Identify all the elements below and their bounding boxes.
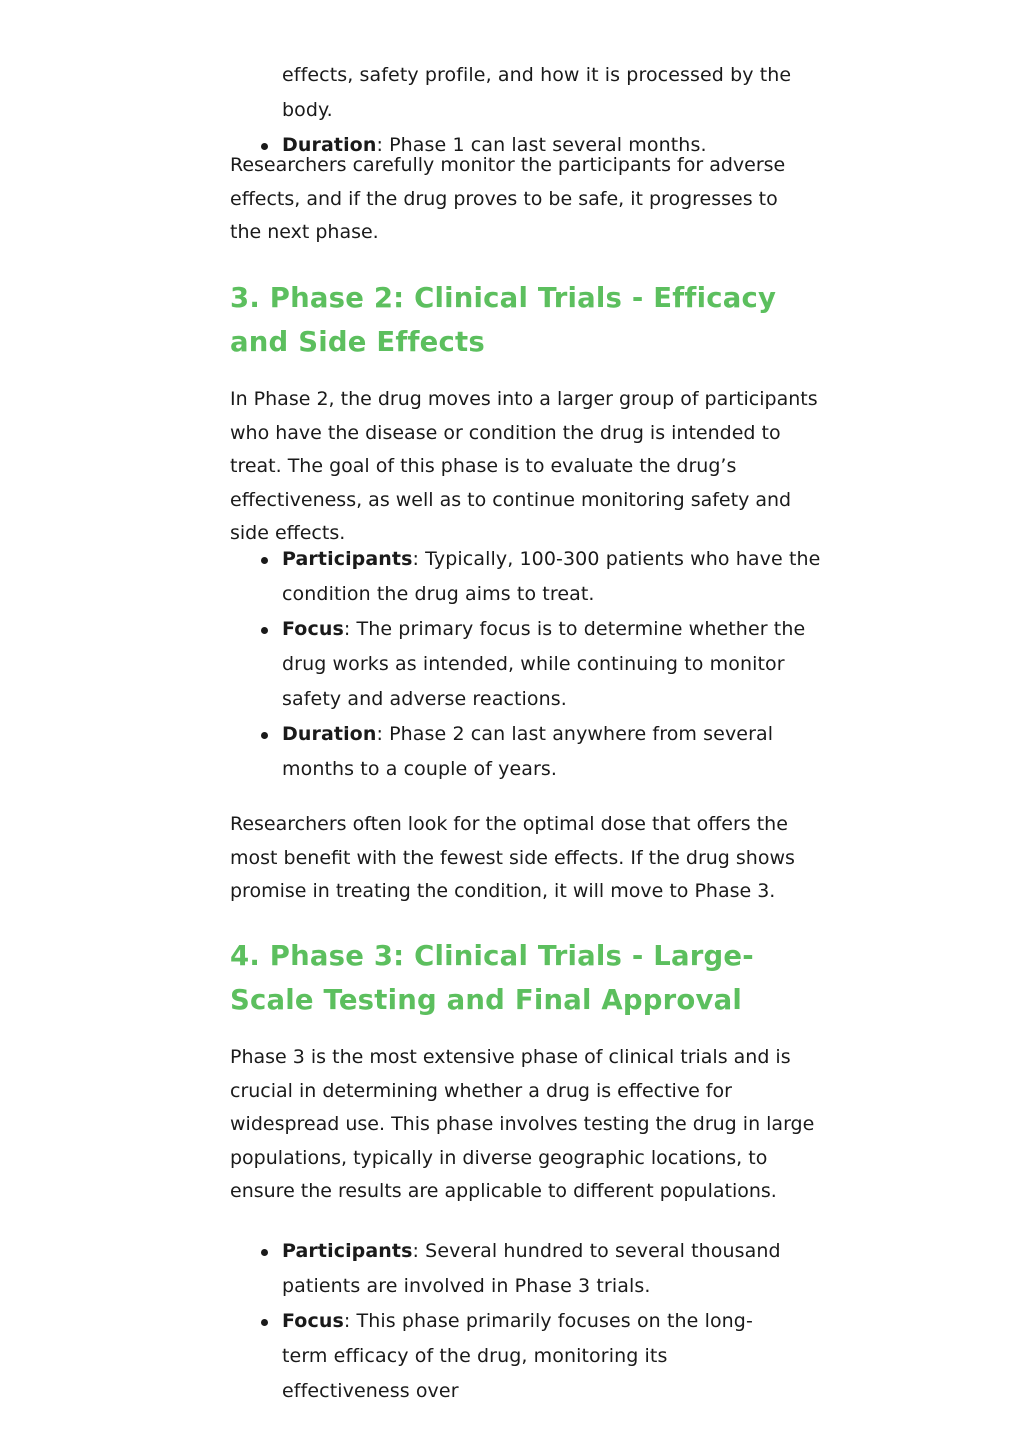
paragraph: Researchers often look for the optimal dose that offers the most benefit with the fewest side effects. If the drug shows promise in treating the condition, it will move to Phase 3. xyxy=(230,813,795,902)
phase1-list-continued xyxy=(230,58,830,163)
paragraph: Phase 3 is the most extensive phase of clinical trials and is crucial in determining whether a drug is effective for widespread use. This phase involves testing the drug in large populations, typically in diverse geographic locations, to ensure the results are applicable to different populations. xyxy=(230,1046,815,1202)
paragraph: Researchers carefully monitor the participants for adverse effects, and if the drug proves to be safe, it progresses to the next phase. xyxy=(230,154,786,243)
list-item-label: Duration xyxy=(282,723,377,745)
list-item-text: : Several hundred to several thousand patients are involved in Phase 3 trials. xyxy=(282,1240,781,1297)
paragraph: In Phase 2, the drug moves into a larger group of participants who have the disease or condition the drug is intended to treat. The goal of this phase is to evaluate the drug’s effectiveness, as well as to continue monitoring safety and side effects. xyxy=(230,388,818,544)
bullet-icon xyxy=(261,1319,268,1326)
list-item xyxy=(230,1234,790,1304)
list-item xyxy=(230,58,830,128)
section-heading: 4. Phase 3: Clinical Trials - Large-Scale Testing and Final Approval xyxy=(230,940,754,1016)
list-item-label: Participants xyxy=(282,548,413,570)
list-item-text: effects, safety profile, and how it is processed by the body. xyxy=(282,64,792,121)
list-item-text: : Phase 2 can last anywhere from several months to a couple of years. xyxy=(282,723,774,780)
bullet-icon xyxy=(261,557,268,564)
list-item-label: Focus xyxy=(282,618,344,640)
phase3-list xyxy=(230,1234,790,1409)
bullet-icon xyxy=(261,732,268,739)
list-item-text: : The primary focus is to determine whether the drug works as intended, while continuing to monitor safety and adverse reactions. xyxy=(282,618,806,710)
list-item xyxy=(230,542,830,612)
list-item xyxy=(230,717,830,787)
list-item-text: : Phase 1 can last several months. xyxy=(376,134,707,156)
list-item-text: : This phase primarily focuses on the long-term efficacy of the drug, monitoring its effectiveness over xyxy=(282,1310,753,1402)
list-item-label: Focus xyxy=(282,1310,344,1332)
list-item-label: Participants xyxy=(282,1240,413,1262)
list-item-text: : Typically, 100-300 patients who have the condition the drug aims to treat. xyxy=(282,548,821,605)
list-item xyxy=(230,612,830,717)
list-item xyxy=(230,1304,790,1409)
list-item-label: Duration xyxy=(282,134,377,156)
section-heading: 3. Phase 2: Clinical Trials - Efficacy and Side Effects xyxy=(230,282,777,358)
phase2-list xyxy=(230,542,830,787)
bullet-icon xyxy=(261,627,268,634)
bullet-icon xyxy=(261,1249,268,1256)
